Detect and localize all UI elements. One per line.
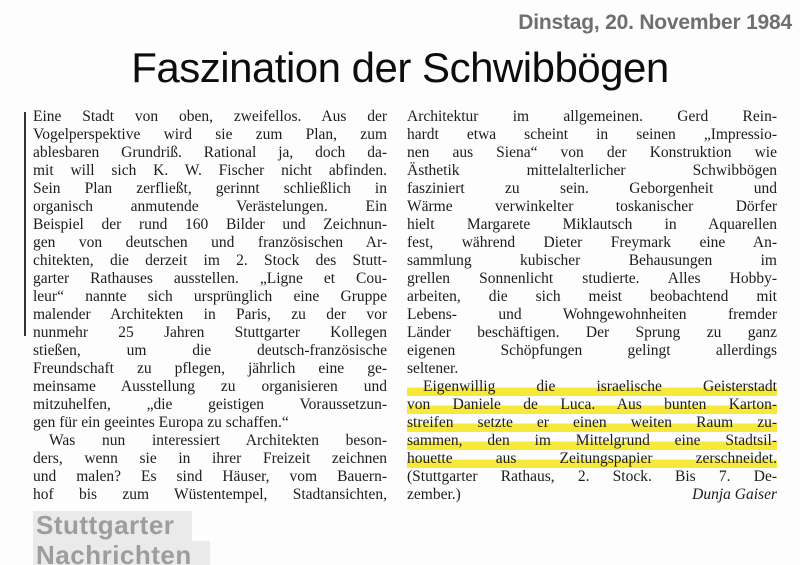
article-line: garter Rathauses ausstellen. „Ligne et Cou- <box>33 270 387 287</box>
article-line-highlighted: houette aus Zeitungspapier zerschneidet. <box>407 450 777 467</box>
article-line: Ästhetik mittelalterlicher Schwibbögen <box>407 162 777 179</box>
article-line: nunmehr 25 Jahren Stuttgarter Kollegen <box>33 324 387 341</box>
article-line: mit will sich K. W. Fischer nicht abfinden. <box>33 162 387 179</box>
margin-pen-line <box>24 112 26 336</box>
watermark-line-2: Nachrichten <box>33 541 210 565</box>
article-line-highlighted: streifen setzte er einen weiten Raum zu- <box>407 414 777 431</box>
article-line: leur“ nannte sich ursprünglich eine Gruppe <box>33 288 387 305</box>
article-line: nen aus Siena“ von der Konstruktion wie <box>407 144 777 161</box>
article-line: stießen, um die deutsch-französische <box>33 342 387 359</box>
article-line: gen von deutschen und französischen Ar- <box>33 234 387 251</box>
article-column-left <box>33 108 387 504</box>
article-line: hardt etwa scheint in seinen „Impressio- <box>407 126 777 143</box>
article-line: grellen Sonnenlicht studierte. Alles Hobby- <box>407 270 777 287</box>
article-line: und malen? Es sind Häuser, vom Bauern- <box>33 468 387 485</box>
article-line: organisch anmutende Verästelungen. Ein <box>33 198 387 215</box>
article-column-right <box>407 108 777 504</box>
article-line: hielt Margarete Miklautsch in Aquarellen <box>407 216 777 233</box>
article-line: Länder beschäftigen. Der Sprung zu ganz <box>407 324 777 341</box>
newspaper-watermark <box>33 511 210 565</box>
author-byline: Dunja Gaiser <box>692 486 777 503</box>
article-line: Was nun interessiert Architekten beson- <box>49 432 387 449</box>
article-line: ders, wenn sie in ihrer Freizeit zeichnen <box>33 450 387 467</box>
article-body <box>33 108 777 504</box>
article-line: fest, während Dieter Freymark eine An- <box>407 234 777 251</box>
article-line: mitzuhelfen, „die geistigen Voraussetzun- <box>33 396 387 413</box>
article-line-text: zember.) <box>407 486 461 503</box>
article-line: ablesbaren Grundriß. Rational ja, doch da- <box>33 144 387 161</box>
article-line-highlighted: sammen, den im Mittelgrund eine Stadtsil- <box>407 432 777 449</box>
article-line: arbeiten, die sich meist beobachtend mit <box>407 288 777 305</box>
article-line: eigenen Schöpfungen gelingt allerdings <box>407 342 777 359</box>
watermark-line-1: Stuttgarter <box>33 511 192 541</box>
article-line: Lebens- und Wohngewohnheiten fremder <box>407 306 777 323</box>
article-line: sammlung kubischer Behausungen im <box>407 252 777 269</box>
article-line-highlighted: Eigenwillig die israelische Geisterstadt <box>407 378 777 396</box>
article-line <box>407 486 777 504</box>
article-line: gen für ein geeintes Europa zu schaffen.“ <box>33 414 289 431</box>
article-line: Wärme verwinkelter toskanischer Dörfer <box>407 198 777 215</box>
article-line: seltener. <box>407 360 459 377</box>
article-line: Eine Stadt von oben, zweifellos. Aus der <box>33 108 387 125</box>
article-line: Architektur im allgemeinen. Gerd Rein- <box>407 108 777 125</box>
article-line: (Stuttgarter Rathaus, 2. Stock. Bis 7. De- <box>407 468 777 485</box>
article-line: hof bis zum Wüstentempel, Stadtansichten, <box>33 486 387 503</box>
article-line: Sein Plan zerfließt, gerinnt schließlich in <box>33 180 387 197</box>
article-line: malender Architekten in Paris, zu der vor <box>33 306 387 323</box>
article-line: chitekten, die derzeit im 2. Stock des Stutt- <box>33 252 387 269</box>
article-line: meinsame Ausstellung zu organisieren und <box>33 378 387 395</box>
article-line: Vogelperspektive wird sie zum Plan, zum <box>33 126 387 143</box>
article-line: Freundschaft zu pflegen, jährlich eine ge- <box>33 360 387 377</box>
article-headline: Faszination der Schwibbögen <box>131 44 669 91</box>
article-line-highlighted: von Daniele de Luca. Aus bunten Karton- <box>407 396 777 413</box>
article-line: fasziniert zu sein. Geborgenheit und <box>407 180 777 197</box>
article-line: Beispiel der rund 160 Bilder und Zeichnun- <box>33 216 387 233</box>
date-stamp: Dinstag, 20. November 1984 <box>518 11 792 34</box>
